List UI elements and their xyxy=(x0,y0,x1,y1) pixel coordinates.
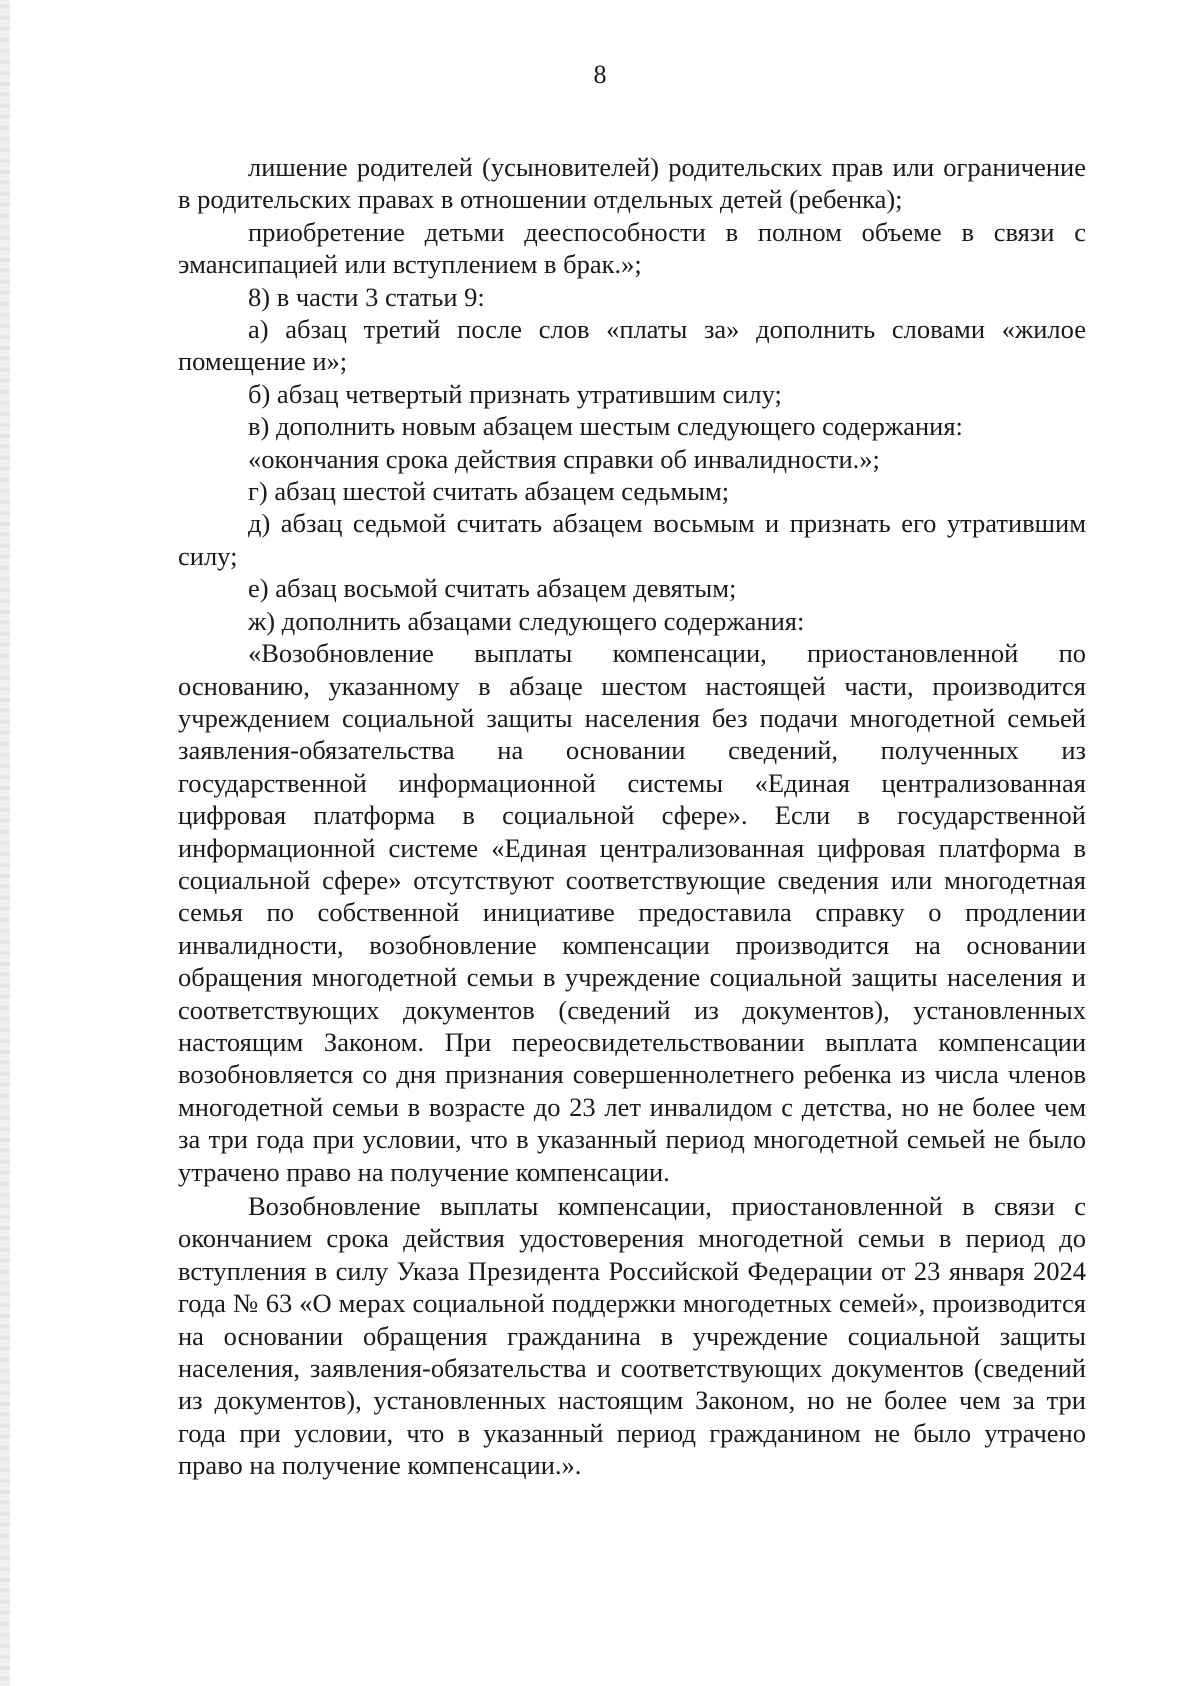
paragraph-item-8: 8) в части 3 статьи 9: xyxy=(248,281,485,312)
paragraph-item-d: д) абзац седьмой считать абзацем восьмым и признать его утратившим силу; xyxy=(178,508,1086,571)
document-body xyxy=(178,151,1086,1482)
paragraph-resumption-disability: «Возобновление выплаты компенсации, приостановленной по основанию, указанному в абзаце шестом настоящей части, производится учреждением социальной защиты населения без подачи многодетной семьей заявления-обязательства на основании сведений, полученных из государственной информационной системы «Единая централизованная цифровая платформа в социальной сфере». Если в государственной информационной системе «Единая централизованная цифровая платформа в социальной сфере» отсутствуют соответствующие сведения или многодетная семья по собственной инициативе предоставила справку о продлении инвалидности, возобновление компенсации производится на основании обращения многодетной семьи в учреждение социальной защиты населения и соответствующих документов (сведений из документов), установленных настоящим Законом. При переосвидетельствовании выплата компенсации возобновляется со дня признания совершеннолетнего ребенка из числа членов многодетной семьи в возрасте до 23 лет инвалидом с детства, но не более чем за три года при условии, что в указанный период многодетной семьей не было утрачено право на получение компенсации. xyxy=(178,638,1086,1187)
paragraph-item-e: е) абзац восьмой считать абзацем девятым; xyxy=(248,573,737,604)
paragraph-item-zh: ж) дополнить абзацами следующего содержания: xyxy=(248,605,805,636)
paragraph-emancipation: приобретение детьми дееспособности в полном объеме в связи с эмансипацией или вступлением в брак.»; xyxy=(178,216,1086,280)
paragraph-deprivation-of-rights: лишение родителей (усыновителей) родительских прав или ограничение в родительских правах в отношении отдельных детей (ребенка); xyxy=(178,152,1086,215)
paragraph-resumption-certificate: Возобновление выплаты компенсации, приостановленной в связи с окончанием срока действия удостоверения многодетной семьи в период до вступления в силу Указа Президента Российской Федерации от 23 января 2024 года № 63 «О мерах социальной поддержки многодетных семей», производится на основании обращения гражданина в учреждение социальной защиты населения, заявления-обязательства и соответствующих документов (сведений из документов), установленных настоящим Законом, но не более чем за три года при условии, что в указанный период гражданином не было утрачено право на получение компенсации.». xyxy=(178,1191,1086,1481)
paragraph-item-a: а) абзац третий после слов «платы за» дополнить словами «жилое помещение и»; xyxy=(178,314,1086,377)
paragraph-item-v: в) дополнить новым абзацем шестым следующего содержания: xyxy=(248,411,963,442)
page-number: 8 xyxy=(593,60,607,89)
paragraph-item-g: г) абзац шестой считать абзацем седьмым; xyxy=(248,476,730,507)
scan-edge xyxy=(0,0,10,1686)
paragraph-quoted-disability: «окончания срока действия справки об инвалидности.»; xyxy=(248,443,880,474)
paragraph-item-b: б) абзац четвертый признать утратившим силу; xyxy=(248,378,782,409)
